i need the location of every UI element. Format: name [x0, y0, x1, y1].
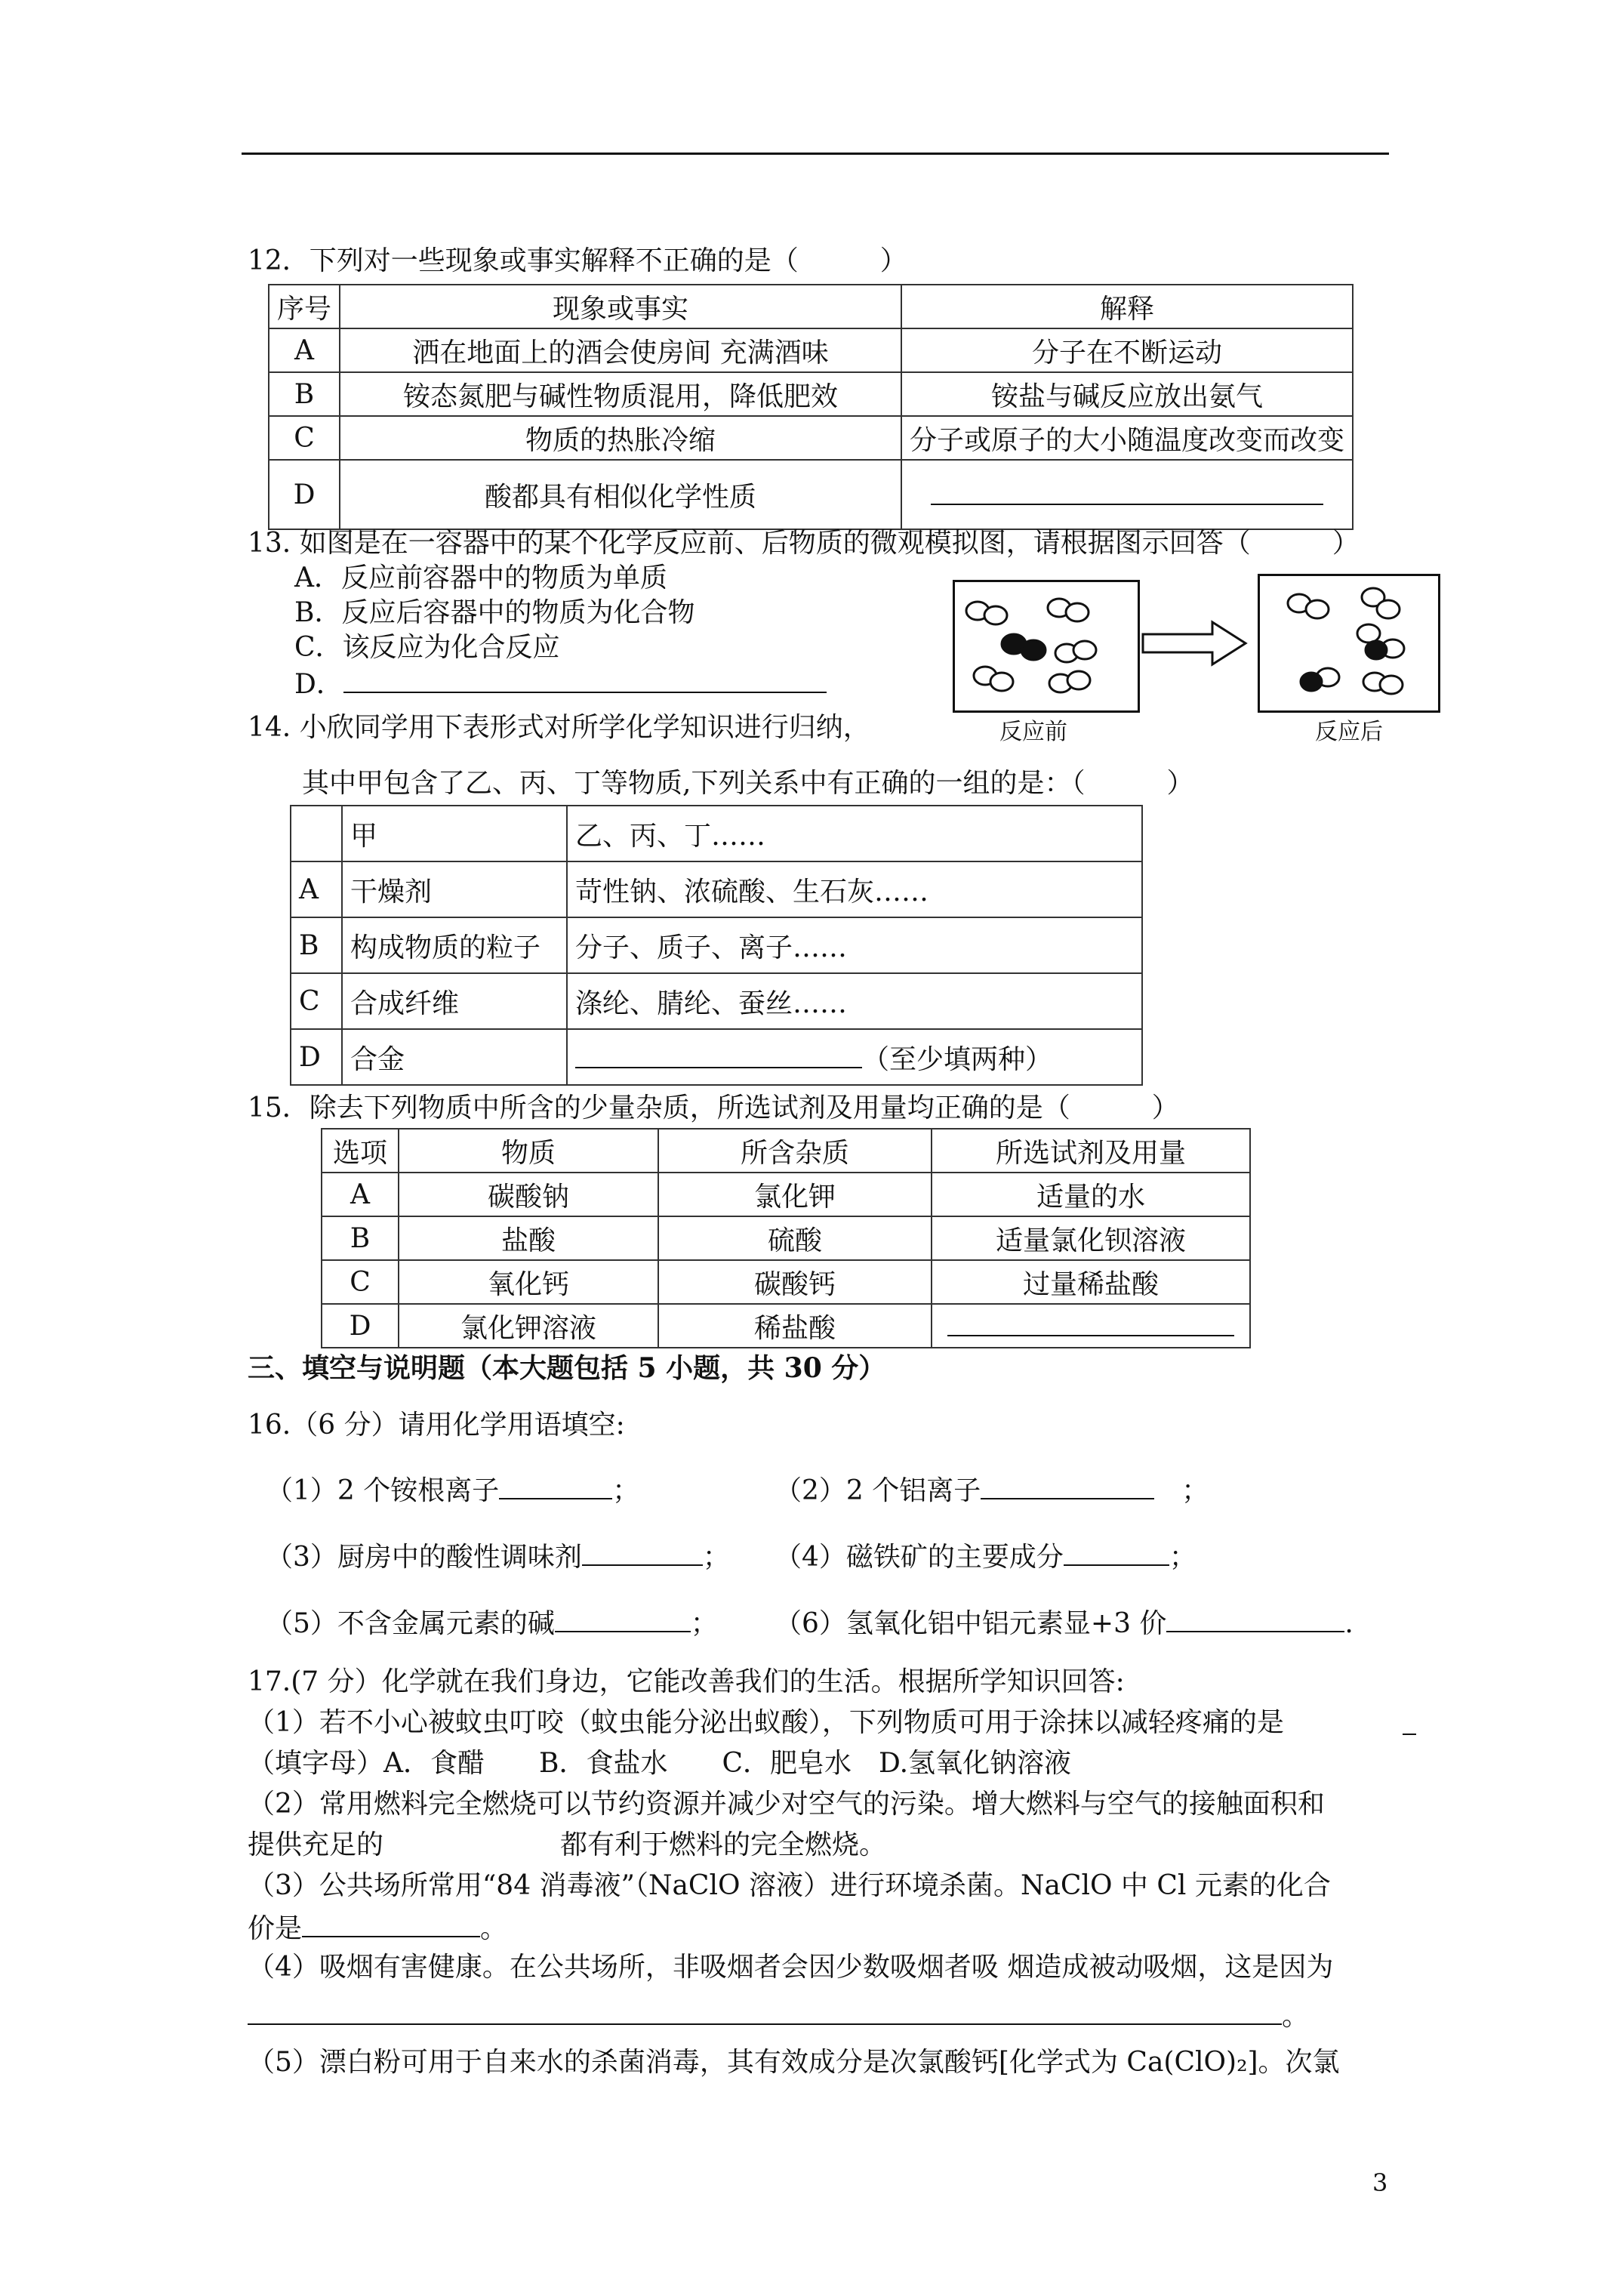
q14-cell: A — [291, 861, 342, 917]
q15-cell: 氯化钾 — [658, 1173, 932, 1216]
page-number: 3 — [1372, 2168, 1388, 2197]
q12-cell: 分子或原子的大小随温度改变而改变 — [901, 416, 1353, 460]
q15-cell: 碳酸钠 — [399, 1173, 658, 1216]
q15-stem: 15．除去下列物质中所含的少量杂质，所选试剂及用量均正确的是（ ） — [248, 1093, 1179, 1123]
q15-header-cell: 选项 — [322, 1129, 399, 1173]
q17-line-3: （2）常用燃料完全燃烧可以节约资源并减少对空气的污染。增大燃料与空气的接触面积和 — [248, 1789, 1325, 1820]
q16-item-6: （6）氢氧化铝中铝元素显+3 价 . — [775, 1605, 1354, 1641]
before-molecules — [955, 582, 1138, 710]
q17-line-4a: 提供充足的 — [248, 1829, 384, 1860]
q12-cell: D — [269, 460, 340, 529]
q12-cell: 洒在地面上的酒会使房间 充满酒味 — [340, 328, 901, 372]
q14-cell: 涤纶、腈纶、蚕丝…… — [567, 973, 1142, 1029]
q14-cell: 合成纤维 — [342, 973, 567, 1029]
q17-line-2: （填字母）A．食醋 B．食盐水 C．肥皂水 D.氢氧化钠溶液 — [248, 1748, 1072, 1779]
q14-header-cell: 乙、丙、丁…… — [567, 806, 1142, 861]
q17-stem: 17.(7 分）化学就在我们身边，它能改善我们的生活。根据所学知识回答: — [248, 1666, 1125, 1697]
q17-line-1: （1）若不小心被蚊虫叮咬（蚊虫能分泌出蚁酸），下列物质可用于涂抹以减轻疼痛的是 — [248, 1707, 1284, 1738]
q17-1-blank[interactable] — [1403, 1734, 1416, 1735]
q17-line-6: 价是 。 — [248, 1910, 507, 1946]
after-reaction-label: 反应后 — [1315, 719, 1383, 745]
q14-cell: 合金 — [342, 1029, 567, 1085]
q13-option-b: B．反应后容器中的物质为化合物 — [294, 597, 695, 628]
q15-table — [321, 1128, 1251, 1348]
q14-header-cell — [291, 806, 342, 861]
q16-stem: 16.（6 分）请用化学用语填空: — [248, 1410, 625, 1441]
q13-option-d: D． — [294, 666, 827, 701]
q15-cell: 稀盐酸 — [658, 1304, 932, 1348]
q12-cell: 分子在不断运动 — [901, 328, 1353, 372]
q14-header-cell: 甲 — [342, 806, 567, 861]
q15-cell: 硫酸 — [658, 1216, 932, 1260]
q16-item-1: （1）2 个铵根离子 ； — [266, 1472, 639, 1508]
q13-option-a: A．反应前容器中的物质为单质 — [294, 562, 667, 593]
q14-cell: 构成物质的粒子 — [342, 917, 567, 973]
q12-cell: 铵盐与碱反应放出氨气 — [901, 372, 1353, 416]
q15-cell: 过量稀盐酸 — [932, 1260, 1250, 1304]
q14-cell: 苛性钠、浓硫酸、生石灰…… — [567, 861, 1142, 917]
q12-cell: C — [269, 416, 340, 460]
q13-stem: 13. 如图是在一容器中的某个化学反应前、后物质的微观模拟图，请根据图示回答（ ） — [248, 528, 1360, 559]
q17-line-5: （3）公共场所常用“84 消毒液”（NaClO 溶液）进行环境杀菌。NaClO 中 Cl 元素的化合 — [248, 1870, 1331, 1901]
q15-cell: 适量氯化钡溶液 — [932, 1216, 1250, 1260]
after-molecules — [1260, 576, 1438, 710]
q15-header-cell: 所含杂质 — [658, 1129, 932, 1173]
q14-cell: D — [291, 1029, 342, 1085]
q12-cell: A — [269, 328, 340, 372]
q16-item-4: （4）磁铁矿的主要成分 ； — [775, 1539, 1196, 1574]
header-rule — [242, 153, 1389, 155]
q15-cell: B — [322, 1216, 399, 1260]
q12-stem: 12．下列对一些现象或事实解释不正确的是（ ） — [248, 245, 907, 276]
q16-item-2: （2）2 个铝离子 ； — [775, 1472, 1209, 1508]
q17-line-7: （4）吸烟有害健康。在公共场所，非吸烟者会因少数吸烟者吸 烟造成被动吸烟，这是因为 — [248, 1952, 1334, 1983]
q16-item-3: （3）厨房中的酸性调味剂 ； — [266, 1539, 730, 1574]
q12-answer-blank-cell[interactable] — [901, 460, 1353, 529]
q14-stem: 14. 小欣同学用下表形式对所学化学知识进行归纳， — [248, 712, 870, 743]
q15-answer-blank-cell[interactable] — [932, 1304, 1250, 1348]
q14-answer-cell[interactable]: （至少填两种） — [567, 1029, 1142, 1085]
q15-header-cell: 所选试剂及用量 — [932, 1129, 1250, 1173]
q12-cell: 酸都具有相似化学性质 — [340, 460, 901, 529]
q15-cell: 适量的水 — [932, 1173, 1250, 1216]
section-title: 三、填空与说明题（本大题包括 5 小题，共 30 分） — [248, 1352, 886, 1384]
before-reaction-box — [953, 580, 1140, 713]
q17-line-8: 。 — [248, 1998, 1309, 2033]
q14-cell: 分子、质子、离子…… — [567, 917, 1142, 973]
q12-header-cell: 解释 — [901, 285, 1353, 328]
q12-cell: 铵态氮肥与碱性物质混用，降低肥效 — [340, 372, 901, 416]
q13-option-d-blank[interactable] — [343, 666, 827, 693]
q14-cell: C — [291, 973, 342, 1029]
q16-item-5: （5）不含金属元素的碱 ； — [266, 1605, 718, 1641]
q15-cell: A — [322, 1173, 399, 1216]
q14-cell: B — [291, 917, 342, 973]
reaction-arrow-icon — [1140, 619, 1253, 667]
q15-cell: C — [322, 1260, 399, 1304]
q15-cell: 氧化钙 — [399, 1260, 658, 1304]
q12-header-cell: 现象或事实 — [340, 285, 901, 328]
q12-header-cell: 序号 — [269, 285, 340, 328]
q14-cell: 干燥剂 — [342, 861, 567, 917]
q15-cell: 碳酸钙 — [658, 1260, 932, 1304]
q17-line-4b: 都有利于燃料的完全燃烧。 — [560, 1829, 887, 1860]
after-reaction-box — [1258, 574, 1440, 713]
q12-table — [268, 284, 1354, 530]
before-reaction-label: 反应前 — [999, 719, 1067, 745]
q15-cell: 盐酸 — [399, 1216, 658, 1260]
q14-stem-2: 其中甲包含了乙、丙、丁等物质,下列关系中有正确的一组的是：（ ） — [302, 768, 1194, 799]
q12-cell: B — [269, 372, 340, 416]
q15-header-cell: 物质 — [399, 1129, 658, 1173]
q12-cell: 物质的热胀冷缩 — [340, 416, 901, 460]
q13-option-c: C．该反应为化合反应 — [294, 632, 560, 663]
q15-cell: 氯化钾溶液 — [399, 1304, 658, 1348]
q17-line-9: （5）漂白粉可用于自来水的杀菌消毒，其有效成分是次氯酸钙[化学式为 Ca(ClO)₂]。次氯 — [248, 2047, 1340, 2078]
q15-cell: D — [322, 1304, 399, 1348]
q14-table — [290, 805, 1143, 1086]
